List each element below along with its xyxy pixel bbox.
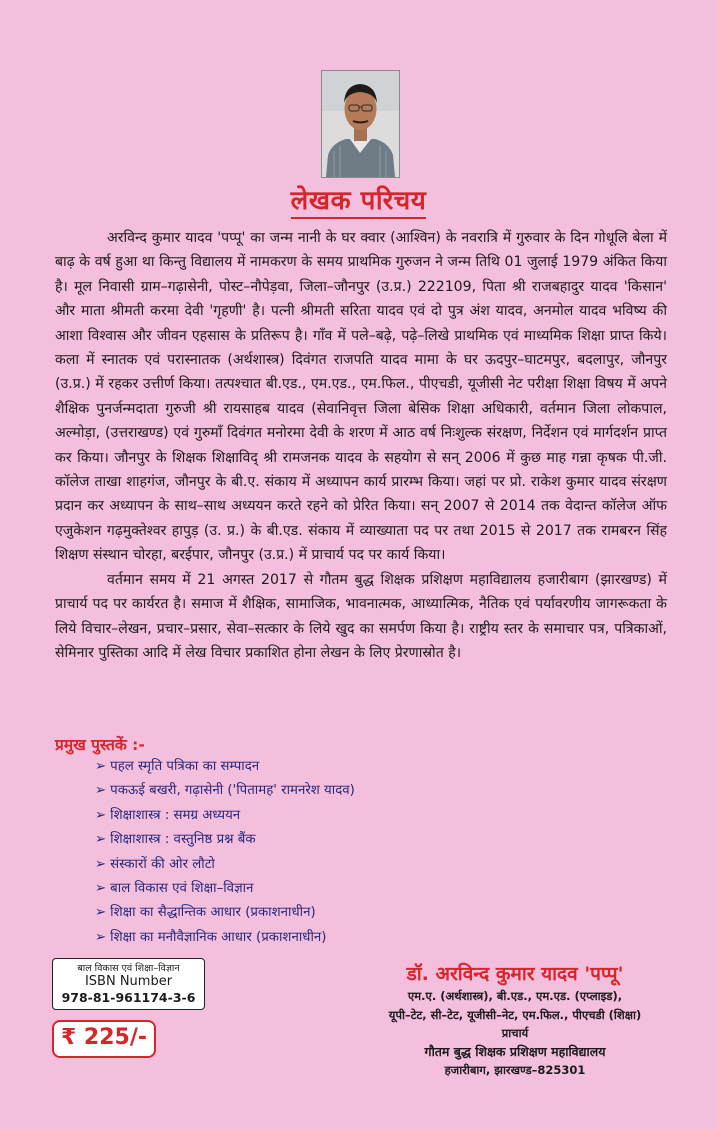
book-title: बाल विकास एवं शिक्षा–विज्ञान <box>110 881 254 897</box>
author-designation: प्राचार्य <box>501 1026 529 1040</box>
author-name: डॉ. अरविन्द कुमार यादव 'पप्पू' <box>406 963 624 985</box>
author-degrees-line-1: एम.ए. (अर्थशास्त्र), बी.एड., एम.एड. (एप्लाइड), <box>407 989 623 1003</box>
chevron-right-icon: ➢ <box>95 759 107 774</box>
bio-paragraph-1: अरविन्द कुमार यादव 'पप्पू' का जन्म नानी के घर क्वार (आश्विन) के नवरात्रि में गुरुवार के दिन गोधूलि बेला में बाढ़ के वर्ष हुआ था किन्तु विद्यालय में नामकरण के समय प्राथमिक गुरुजन ने जन्म तिथि 01 जुलाई 1979 अंकित किया है। मूल निवासी ग्राम–गढ़ासेनी, पोस्ट–नौपेड़वा, जिला–जौनपुर (उ.प्र.) 222109, पिता श्री राजबहादुर यादव 'किसान' और माता श्रीमती करमा देवी 'गृहणी' है। पत्नी श्रीमती सरिता यादव एवं दो पुत्र अंश यादव, अनमोल यादव भविष्य की आशा विश्वास और जीवन एहसास के प्रतिरूप है। गाँव में पले–बढ़े, पढ़े–लिखे प्राथमिक एवं माध्यमिक शिक्षा प्राप्त किये। कला में स्नातक एवं परास्नातक (अर्थशास्त्र) दिवंगत राजपति यादव मामा के घर ऊदपुर–घाटमपुर, बदलापुर, जौनपुर (उ.प्र.) में रहकर उत्तीर्ण किया। तत्पश्चात बी.एड., एम.एड., एम.फिल., पीएचडी, यूजीसी नेट परीक्षा शिक्षा विषय में अपने शैक्षिक पुनर्जन्मदाता गुरुजी श्री रायसाहब यादव (सेवानिवृत्त जिला बेसिक शिक्षा अधिकारी, वर्तमान जिला लोकपाल, अल्मोड़ा, (उत्तराखण्ड) एवं गुरुमाँ दिवंगत मनोरमा देवी के शरण में आठ वर्ष निःशुल्क संरक्षण, निर्देशन एवं मार्गदर्शन प्राप्त कर किया। जौनपुर के शिक्षक शिक्षाविद् श्री रामजनक यादव के सहयोग से सन् 2006 में कुछ माह गन्ना कृषक पी.जी. कॉलेज ताखा शाहगंज, जौनपुर के बी.ए. संकाय में अध्यापन कार्य प्रारम्भ किया। जहां पर प्रो. राकेश कुमार यादव संरक्षण प्रदान कर अध्यापन के साथ–साथ अध्ययन करते रहने को प्रेरित किया। सन् 2007 से 2014 तक वेदान्त कॉलेज ऑफ एजुकेशन गढ़मुक्तेश्वर हापुड़ (उ. प्र.) के बी.एड. संकाय में व्याख्याता पद पर तथा 2015 से 2017 तक रामबरन सिंह शिक्षण संस्थान चोरहा, बरईपार, जौनपुर (उ.प्र.) में प्राचार्य पद पर कार्य किया। <box>55 230 667 564</box>
book-title: पहल स्मृति पत्रिका का सम्पादन <box>110 759 260 774</box>
book-title: संस्कारों की ओर लौटो <box>110 856 215 872</box>
chevron-right-icon: ➢ <box>95 905 107 921</box>
list-item <box>95 901 355 925</box>
chevron-right-icon: ➢ <box>95 783 107 799</box>
bio-paragraph-2: वर्तमान समय में 21 अगस्त 2017 से गौतम बुद्ध शिक्षक प्रशिक्षण महाविद्यालय हजारीबाग (झारखण्ड) में प्राचार्य पद पर कार्यरत है। समाज में शैक्षिक, सामाजिक, भावनात्मक, आध्यात्मिक, नैतिक एवं पर्यावरणीय जागरूकता के लिये विचार–लेखन, प्रचार–प्रसार, सेवा–सत्कार के लिये खुद का समर्पण किया है। राष्ट्रीय स्तर के समाचार पत्र, पत्रिकाओं, सेमिनार पुस्तिका आदि में लेख विचार प्रकाशित होना लेखन के लिए प्रेरणास्रोत है। <box>55 571 667 661</box>
book-title: शिक्षा का मनौवैज्ञानिक आधार (प्रकाशनाधीन) <box>110 929 327 945</box>
author-degrees-line-2: यूपी–टेट, सी–टेट, यूजीसी–नेट, एम.फिल., पीएचडी (शिक्षा) <box>388 1007 642 1022</box>
chevron-right-icon: ➢ <box>95 832 107 848</box>
chevron-right-icon: ➢ <box>95 929 107 945</box>
chevron-right-icon: ➢ <box>95 807 107 823</box>
books-list <box>95 755 355 950</box>
list-item <box>95 853 355 877</box>
page-title-text: लेखक परिचय <box>291 186 427 219</box>
isbn-number: 978-81-961174-3-6 <box>61 990 196 1005</box>
author-portrait-image <box>322 71 399 177</box>
author-college: गौतम बुद्ध शिक्षक प्रशिक्षण महाविद्यालय <box>424 1043 606 1059</box>
chevron-right-icon: ➢ <box>95 881 107 897</box>
list-item <box>95 926 355 950</box>
isbn-label: ISBN Number <box>84 974 173 989</box>
author-signature-block <box>335 961 695 1080</box>
page-title <box>0 181 717 217</box>
book-title: पकऊई बखरी, गढ़ासेनी ('पितामह' रामनरेश यादव) <box>110 783 355 799</box>
list-item <box>95 828 355 852</box>
book-title: शिक्षाशास्त्र : वस्तुनिष्ठ प्रश्न बैंक <box>110 832 256 848</box>
isbn-series-title: बाल विकास एवं शिक्षा–विज्ञान <box>77 963 180 974</box>
chevron-right-icon: ➢ <box>95 856 107 872</box>
list-item <box>95 779 355 803</box>
books-heading: प्रमुख पुस्तकें :- <box>55 736 145 754</box>
book-title: शिक्षाशास्त्र : समग्र अध्ययन <box>110 807 241 823</box>
book-title: शिक्षा का सैद्धान्तिक आधार (प्रकाशनाधीन) <box>110 905 316 921</box>
isbn-box <box>52 958 205 1010</box>
author-biography <box>55 226 667 665</box>
list-item <box>95 755 355 779</box>
list-item <box>95 804 355 828</box>
list-item <box>95 877 355 901</box>
author-photo <box>321 70 400 178</box>
price-tag: ₹ 225/- <box>52 1020 156 1058</box>
author-address: हजारीबाग, झारखण्ड–825301 <box>444 1063 586 1077</box>
